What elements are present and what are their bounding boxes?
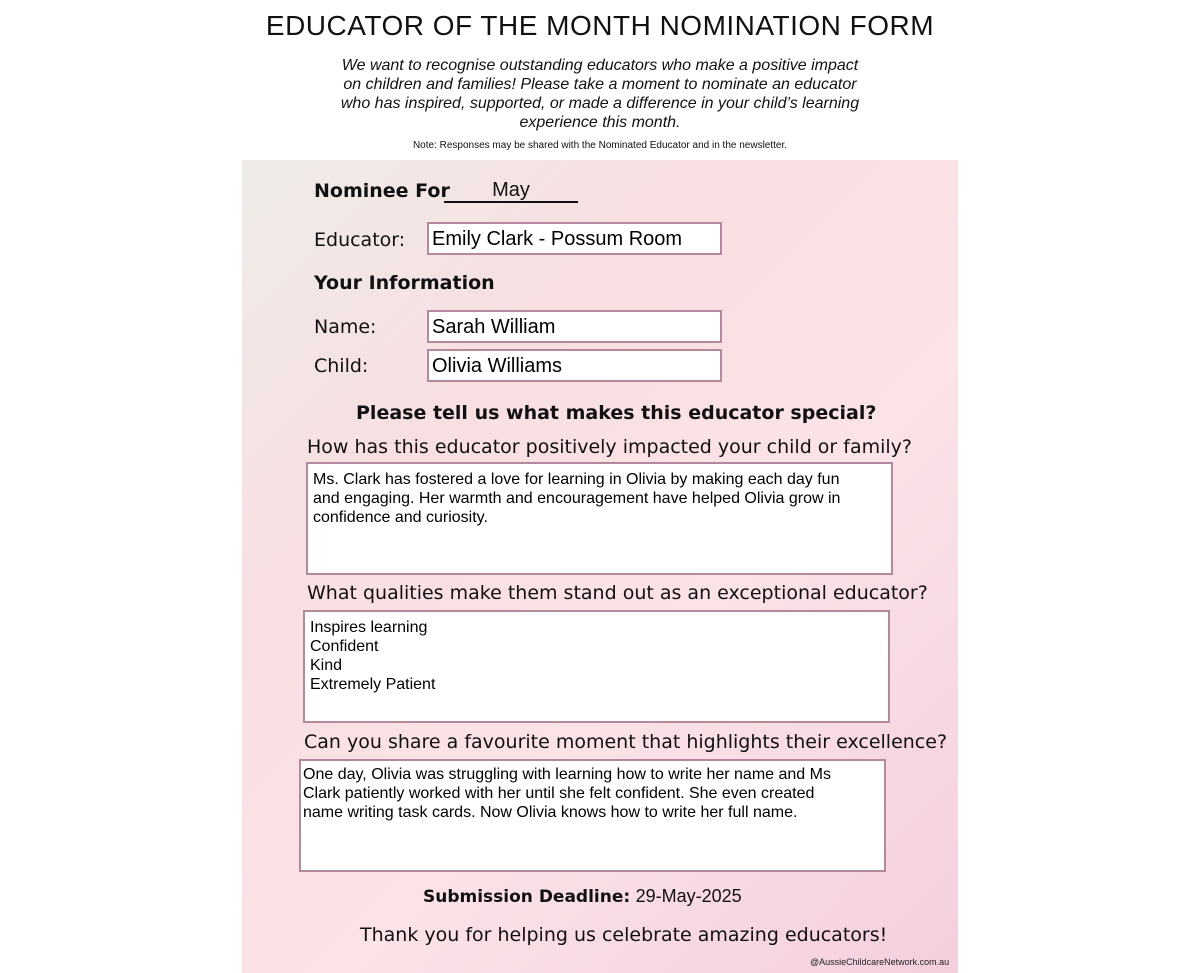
deadline-label: Submission Deadline: [423, 887, 631, 907]
question-impact: How has this educator positively impacted your child or family? [307, 436, 913, 458]
educator-field[interactable]: Emily Clark - Possum Room [427, 222, 722, 255]
favourite-moment-answer-field[interactable]: One day, Olivia was struggling with learning how to write her name and Ms Clark patiently worked with her until she felt confident. She even created name writing task cards. Now Olivia knows how to write her full name. [299, 759, 886, 872]
submission-deadline [423, 886, 742, 907]
form-title: EDUCATOR OF THE MONTH NOMINATION FORM [265, 10, 935, 41]
thank-you-message: Thank you for helping us celebrate amazing educators! [360, 924, 888, 946]
your-information-heading: Your Information [314, 272, 495, 294]
child-label: Child: [314, 355, 369, 377]
credit-text: @AussieChildcareNetwork.com.au [810, 957, 950, 967]
impact-answer-field[interactable]: Ms. Clark has fostered a love for learning in Olivia by making each day fun and engaging. Her warmth and encouragement have helped Olivia grow in confidence and curiosity. [306, 462, 893, 575]
nominee-month-field[interactable]: May [444, 179, 578, 203]
educator-label: Educator: [314, 229, 406, 251]
name-field[interactable]: Sarah William [427, 310, 722, 343]
intro-text: We want to recognise outstanding educators who make a positive impact on children and families! Please take a moment to nominate an educator who has inspired, supported, or made a difference in your child’s learning experience this month. [340, 57, 860, 131]
child-field[interactable]: Olivia Williams [427, 349, 722, 382]
nominee-for-label: Nominee For [314, 180, 450, 202]
deadline-value: 29-May-2025 [635, 886, 742, 906]
sharing-note: Note: Responses may be shared with the Nominated Educator and in the newsletter. [412, 140, 788, 151]
name-label: Name: [314, 316, 377, 338]
qualities-answer-field[interactable]: Inspires learning Confident Kind Extremely Patient [303, 610, 890, 723]
question-favourite-moment: Can you share a favourite moment that highlights their excellence? [304, 731, 948, 753]
question-qualities: What qualities make them stand out as an exceptional educator? [307, 582, 928, 604]
special-heading: Please tell us what makes this educator special? [356, 402, 877, 424]
